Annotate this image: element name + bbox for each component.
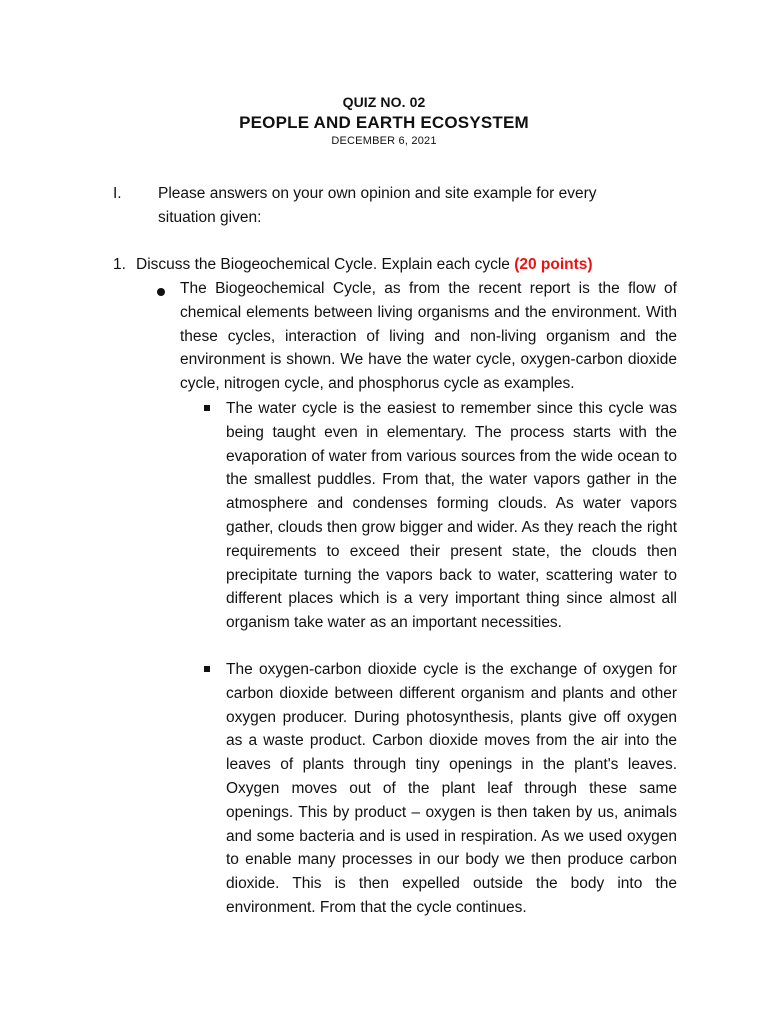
question-points: (20 points) [514, 256, 593, 273]
section-marker: I. [113, 185, 122, 202]
question-number: 1. [113, 256, 126, 273]
quiz-number: QUIZ NO. 02 [342, 94, 426, 110]
question-text [136, 253, 696, 277]
water-cycle-paragraph: The water cycle is the easiest to remember since this cycle was being taught even in elementary. The process starts with the evaporation of water from various sources from the wide ocean to the smallest puddles. From that, the water vapors gather in the atmosphere and condenses forming clouds. As water vapors gather, clouds then grow bigger and wider. As they reach the right requirements to exceed their present state, the clouds then precipitate turning the vapors back to water, scattering water to different places which is a very important thing since almost all organism take water as an important necessities. [226, 400, 677, 632]
question-prompt: Discuss the Biogeochemical Cycle. Explain each cycle [136, 256, 515, 273]
answer-intro-paragraph: The Biogeochemical Cycle, as from the recent report is the flow of chemical elements between living organisms and the environment. With these cycles, interaction of living and non-living organism and the environment is shown. We have the water cycle, oxygen-carbon dioxide cycle, nitrogen cycle, and phosphorus cycle as examples. [180, 280, 677, 393]
oxygen-carbon-cycle-paragraph: The oxygen-carbon dioxide cycle is the exchange of oxygen for carbon dioxide between different organism and plants and other oxygen producer. During photosynthesis, plants give off oxygen as a waste product. Carbon dioxide moves from the air into the leaves of plants through tiny openings in the plant's leaves. Oxygen moves out of the plant leaf through these same openings. This by product – oxygen is then taken by us, animals and some bacteria and is used in respiration. As we used oxygen to enable many processes in our body we then produce carbon dioxide. This is then expelled outside the body into the environment. From that the cycle continues. [226, 661, 677, 916]
square-bullet-icon [204, 666, 210, 672]
bullet-disc-icon [157, 288, 165, 296]
square-bullet-icon [204, 405, 210, 411]
document-date: DECEMBER 6, 2021 [331, 135, 437, 147]
page-title: PEOPLE AND EARTH ECOSYSTEM [239, 113, 529, 132]
section-instruction: Please answers on your own opinion and site example for every situation given: [158, 185, 597, 226]
